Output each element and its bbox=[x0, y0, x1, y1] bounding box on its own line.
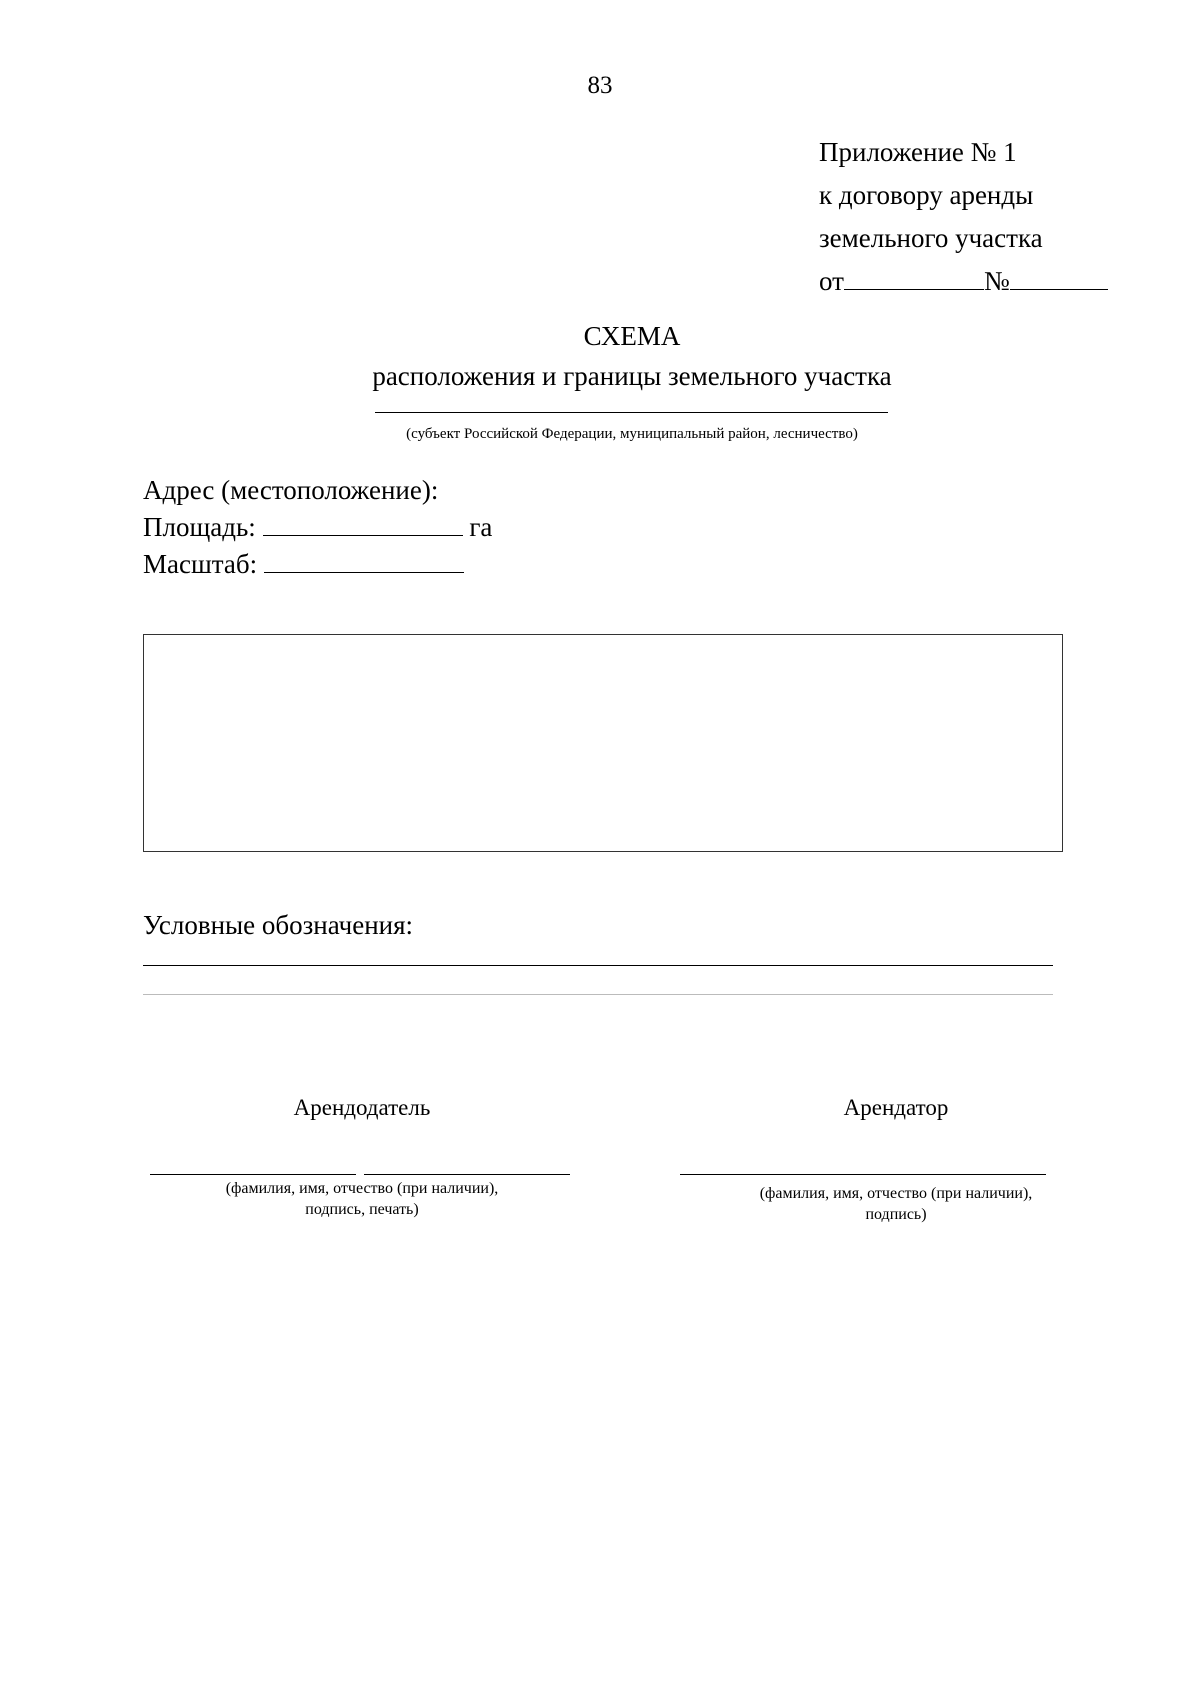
legend-fill-line[interactable] bbox=[143, 965, 1053, 966]
document-title bbox=[0, 316, 1200, 396]
legend-label: Условные обозначения: bbox=[143, 910, 414, 940]
area-label: Площадь: bbox=[143, 512, 256, 542]
appendix-header bbox=[819, 131, 1108, 303]
tenant-signature-line[interactable] bbox=[680, 1174, 1046, 1175]
tenant-caption-line-2: подпись) bbox=[865, 1206, 927, 1223]
landlord-signature-line[interactable] bbox=[364, 1174, 570, 1175]
scheme-map-box bbox=[143, 634, 1063, 852]
subject-fill-line[interactable] bbox=[375, 412, 888, 413]
landlord-name-line[interactable] bbox=[150, 1174, 356, 1175]
page-number: 83 bbox=[587, 72, 613, 99]
title-heading: СХЕМА bbox=[583, 321, 681, 351]
address-label: Адрес (местоположение): bbox=[143, 475, 439, 505]
tenant-title: Арендатор bbox=[843, 1095, 949, 1120]
landlord-title: Арендодатель bbox=[293, 1095, 431, 1120]
appendix-line-1: Приложение № 1 bbox=[819, 137, 1017, 167]
subject-caption: (субъект Российской Федерации, муниципальный район, лесничество) bbox=[406, 426, 858, 442]
title-subheading: расположения и границы земельного участка bbox=[372, 361, 892, 391]
area-fill-line[interactable] bbox=[263, 509, 463, 536]
area-row bbox=[143, 509, 492, 546]
date-fill-line[interactable] bbox=[844, 263, 984, 290]
appendix-line-2: к договору аренды bbox=[819, 180, 1034, 210]
tenant-caption-line-1: (фамилия, имя, отчество (при наличии), bbox=[759, 1185, 1033, 1202]
landlord-caption bbox=[182, 1178, 542, 1220]
appendix-line-3: земельного участка bbox=[819, 223, 1043, 253]
number-sign: № bbox=[983, 266, 1010, 296]
tenant-caption bbox=[726, 1183, 1066, 1225]
area-unit: га bbox=[469, 512, 493, 542]
scale-row bbox=[143, 546, 492, 583]
landlord-caption-line-2: подпись, печать) bbox=[305, 1201, 419, 1218]
legend-fill-line-secondary[interactable] bbox=[143, 994, 1053, 995]
from-label: от bbox=[819, 266, 844, 296]
scale-label: Масштаб: bbox=[143, 549, 258, 579]
appendix-date-number-line bbox=[819, 260, 1108, 303]
number-fill-line[interactable] bbox=[1010, 263, 1108, 290]
landlord-caption-line-1: (фамилия, имя, отчество (при наличии), bbox=[225, 1180, 499, 1197]
plot-fields bbox=[143, 472, 492, 583]
scale-fill-line[interactable] bbox=[264, 546, 464, 573]
